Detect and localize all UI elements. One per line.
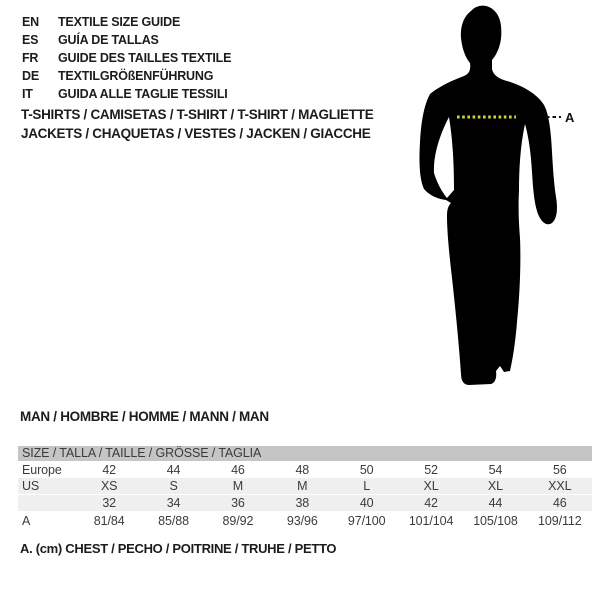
cell: 42 (102, 462, 117, 477)
cell: L (335, 478, 399, 495)
section-title-man: MAN / HOMBRE / HOMME / MANN / MAN (20, 409, 269, 424)
cell: 89/92 (222, 514, 254, 528)
language-code: ES (22, 33, 39, 47)
cell: 85/88 (158, 514, 189, 528)
cell: XL (399, 478, 463, 495)
language-code: IT (22, 87, 33, 101)
cell: M (206, 478, 270, 495)
language-code: DE (22, 69, 39, 83)
size-table-header: SIZE / TALLA / TAILLE / GRÖSSE / TAGLIA (18, 446, 592, 461)
cell: 40 (335, 495, 399, 512)
cell: 42 (399, 495, 463, 512)
cell: 105/108 (473, 514, 518, 528)
category-line-tshirts: T-SHIRTS / CAMISETAS / T-SHIRT / T-SHIRT / MAGLIETTE (21, 107, 374, 122)
cell: 56 (552, 462, 567, 477)
cell: 34 (141, 495, 205, 512)
language-label: GUÍA DE TALLAS (58, 33, 159, 47)
cell: XS (77, 478, 141, 495)
cell: XL (463, 478, 527, 495)
size-table (18, 446, 592, 531)
category-line-jackets: JACKETS / CHAQUETAS / VESTES / JACKEN / GIACCHE (21, 125, 371, 141)
cell: 32 (77, 495, 141, 512)
row-label: Europe (22, 462, 62, 477)
man-silhouette-svg (395, 0, 600, 400)
cell: XXL (528, 478, 592, 495)
cell: 81/84 (93, 514, 125, 528)
language-code: FR (22, 51, 39, 65)
cell: 46 (231, 462, 245, 477)
cell: 36 (206, 495, 270, 512)
cell: 97/100 (347, 514, 386, 528)
language-row (22, 31, 231, 49)
language-guide-list (22, 13, 231, 103)
cell: 48 (295, 462, 310, 477)
row-label (18, 495, 77, 512)
language-row (22, 67, 231, 85)
table-row-europe (18, 461, 592, 478)
language-row (22, 49, 231, 67)
cell: M (270, 478, 334, 495)
row-label: US (18, 478, 77, 495)
size-figure (395, 0, 600, 400)
language-label: TEXTILGRÖßENFÜHRUNG (58, 69, 214, 83)
size-table-grid (18, 461, 592, 531)
cell: 101/104 (408, 514, 454, 528)
cell: 54 (488, 462, 503, 477)
cell: 46 (528, 495, 592, 512)
cell: 93/96 (286, 514, 318, 528)
cell: 44 (166, 462, 181, 477)
row-label: A (22, 514, 31, 528)
cell: 50 (359, 462, 374, 477)
language-row (22, 85, 231, 103)
cell: 44 (463, 495, 527, 512)
language-label: TEXTILE SIZE GUIDE (58, 15, 181, 29)
table-row-us (18, 478, 592, 495)
category-titles (21, 106, 373, 143)
language-row (22, 13, 231, 31)
cell: 38 (270, 495, 334, 512)
cell: 52 (424, 462, 438, 477)
cell: 109/112 (538, 514, 582, 528)
cell: S (141, 478, 205, 495)
language-code: EN (22, 15, 39, 29)
language-label: GUIDA ALLE TAGLIE TESSILI (58, 87, 228, 101)
measure-label: A (565, 110, 575, 125)
table-row-chest-a (18, 511, 592, 531)
man-silhouette (419, 6, 556, 385)
language-label: GUIDE DES TAILLES TEXTILE (58, 51, 232, 65)
table-row-alt-size (18, 495, 592, 512)
measurement-footnote: A. (cm) CHEST / PECHO / POITRINE / TRUHE / PETTO (20, 541, 337, 556)
